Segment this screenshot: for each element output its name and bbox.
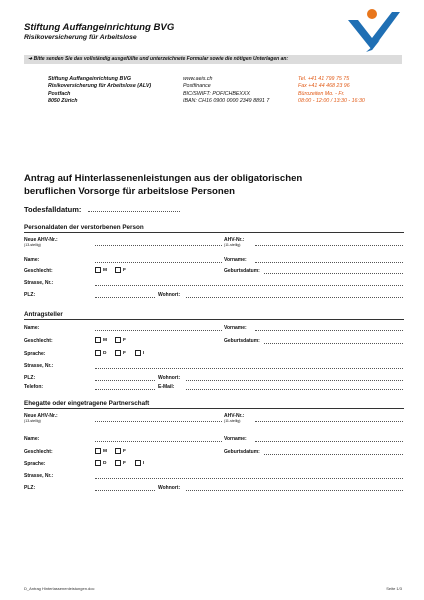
gender-f-label: F	[123, 338, 126, 343]
geburtsdatum-field[interactable]	[264, 273, 403, 274]
neue-ahv-field[interactable]	[95, 421, 222, 422]
name-field[interactable]	[95, 330, 222, 331]
plz-label: PLZ:	[24, 485, 36, 491]
form-title	[24, 172, 404, 198]
geschlecht-label: Geschlecht:	[24, 449, 53, 455]
gender-m-checkbox[interactable]	[95, 267, 101, 273]
address-line: Stiftung Auffangeinrichtung BVG	[48, 76, 131, 82]
strasse-label: Strasse, Nr.:	[24, 280, 54, 286]
section-divider	[24, 232, 404, 233]
email-label: E-Mail:	[158, 384, 175, 390]
strasse-field[interactable]	[95, 285, 403, 286]
vorname-label: Vorname:	[224, 257, 247, 263]
language-f-label: F	[123, 461, 126, 466]
stellig-13-note: (13-stellig)	[24, 243, 41, 247]
strasse-label: Strasse, Nr.:	[24, 473, 54, 479]
wohnort-field[interactable]	[186, 380, 403, 381]
plz-field[interactable]	[95, 490, 155, 491]
gender-f-label: F	[123, 449, 126, 454]
footer-filename: D_Antrag Hinterlassenenleistungen.doc	[24, 586, 95, 591]
ahv-label: AHV-Nr.:	[224, 237, 245, 243]
section-title-applicant: Antragsteller	[24, 311, 63, 318]
language-d-label: D	[103, 461, 107, 466]
name-label: Name:	[24, 325, 40, 331]
ahv-field[interactable]	[255, 421, 403, 422]
plz-field[interactable]	[95, 297, 155, 298]
name-label: Name:	[24, 436, 40, 442]
instruction-banner: ➜ Bitte senden Sie das vollständig ausgefüllte und unterzeichnete Formular sowie die nötigen Unterlagen an:	[24, 55, 402, 64]
gender-m-label: M	[103, 449, 107, 454]
language-d-checkbox[interactable]	[95, 350, 101, 356]
plz-field[interactable]	[95, 380, 155, 381]
language-f-checkbox[interactable]	[115, 350, 121, 356]
form-title-line-1: Antrag auf Hinterlassenenleistungen aus der obligatorischen	[24, 173, 303, 184]
logo-head	[367, 9, 377, 19]
language-d-checkbox[interactable]	[95, 460, 101, 466]
section-title-deceased: Personaldaten der verstorbenen Person	[24, 224, 144, 231]
org-logo	[346, 6, 402, 56]
todesfalldatum-field[interactable]	[88, 211, 180, 212]
section-divider	[24, 319, 404, 320]
address-line: www.aeis.ch	[183, 76, 213, 82]
gender-f-checkbox[interactable]	[115, 267, 121, 273]
address-line: Postfach	[48, 90, 71, 97]
geschlecht-label: Geschlecht:	[24, 268, 53, 274]
strasse-field[interactable]	[95, 368, 403, 369]
gender-f-checkbox[interactable]	[115, 337, 121, 343]
footer-page-number: Seite 1/3	[386, 586, 402, 591]
gender-f-label: F	[123, 268, 126, 273]
sprache-label: Sprache:	[24, 461, 46, 467]
vorname-label: Vorname:	[224, 325, 247, 331]
address-column-2	[183, 76, 269, 106]
geschlecht-label: Geschlecht:	[24, 338, 53, 344]
vorname-field[interactable]	[255, 262, 403, 263]
org-title: Stiftung Auffangeinrichtung BVG	[24, 22, 175, 33]
geburtsdatum-field[interactable]	[264, 343, 403, 344]
language-f-checkbox[interactable]	[115, 460, 121, 466]
plz-label: PLZ:	[24, 292, 36, 298]
geburtsdatum-label: Geburtsdatum:	[224, 268, 260, 274]
address-line: IBAN: CH16 0900 0000 2349 8891 7	[183, 98, 270, 105]
stellig-13-note: (13-stellig)	[24, 419, 41, 423]
name-field[interactable]	[95, 262, 222, 263]
neue-ahv-field[interactable]	[95, 245, 222, 246]
wohnort-label: Wohnort:	[158, 375, 181, 381]
section-title-spouse: Ehegatte oder eingetragene Partnerschaft	[24, 400, 150, 407]
stellig-11-note: (11-stellig)	[224, 419, 241, 423]
geburtsdatum-label: Geburtsdatum:	[224, 449, 260, 455]
email-field[interactable]	[186, 389, 403, 390]
language-i-checkbox[interactable]	[135, 460, 141, 466]
ahv-label: AHV-Nr.:	[224, 413, 245, 419]
gender-m-checkbox[interactable]	[95, 448, 101, 454]
gender-m-label: M	[103, 268, 107, 273]
address-column-3	[298, 76, 365, 106]
gender-m-label: M	[103, 338, 107, 343]
form-title-line-2: beruflichen Vorsorge für arbeitslose Personen	[24, 186, 235, 197]
name-field[interactable]	[95, 441, 222, 442]
telefon-field[interactable]	[95, 389, 155, 390]
language-i-label: I	[143, 351, 145, 356]
language-i-checkbox[interactable]	[135, 350, 141, 356]
wohnort-label: Wohnort:	[158, 292, 181, 298]
language-i-label: I	[143, 461, 145, 466]
neue-ahv-label: Neue AHV-Nr.:	[24, 413, 58, 419]
geburtsdatum-field[interactable]	[264, 454, 403, 455]
gender-m-checkbox[interactable]	[95, 337, 101, 343]
stellig-11-note: (11-stellig)	[224, 243, 241, 247]
neue-ahv-label: Neue AHV-Nr.:	[24, 237, 58, 243]
vorname-field[interactable]	[255, 330, 403, 331]
vorname-field[interactable]	[255, 441, 403, 442]
language-d-label: D	[103, 351, 107, 356]
telefon-label: Telefon:	[24, 384, 44, 390]
address-column-1	[48, 76, 151, 106]
address-line: Bürozeiten Mo. - Fr.	[298, 90, 345, 97]
strasse-label: Strasse, Nr.:	[24, 363, 54, 369]
address-line: 08:00 - 12:00 / 13:30 - 16:30	[298, 98, 365, 105]
wohnort-label: Wohnort:	[158, 485, 181, 491]
todesfalldatum-label: Todesfalldatum:	[24, 205, 82, 214]
geburtsdatum-label: Geburtsdatum:	[224, 338, 260, 344]
ahv-field[interactable]	[255, 245, 403, 246]
address-line: Tel. +41 41 799 75 75	[298, 76, 350, 82]
address-line: BIC/SWIFT: POFICHBEXXX	[183, 90, 251, 97]
org-subtitle: Risikoversicherung für Arbeitslose	[24, 34, 137, 41]
address-line: 8050 Zürich	[48, 98, 78, 105]
gender-f-checkbox[interactable]	[115, 448, 121, 454]
plz-label: PLZ:	[24, 375, 36, 381]
address-line: Risikoversicherung für Arbeitslose (ALV)	[48, 83, 152, 90]
strasse-field[interactable]	[95, 478, 403, 479]
wohnort-field[interactable]	[186, 297, 403, 298]
vorname-label: Vorname:	[224, 436, 247, 442]
language-f-label: F	[123, 351, 126, 356]
wohnort-field[interactable]	[186, 490, 403, 491]
address-line: Postfinance	[183, 83, 211, 90]
section-divider	[24, 408, 404, 409]
name-label: Name:	[24, 257, 40, 263]
sprache-label: Sprache:	[24, 351, 46, 357]
address-line: Fax +41 44 468 23 96	[298, 83, 350, 90]
